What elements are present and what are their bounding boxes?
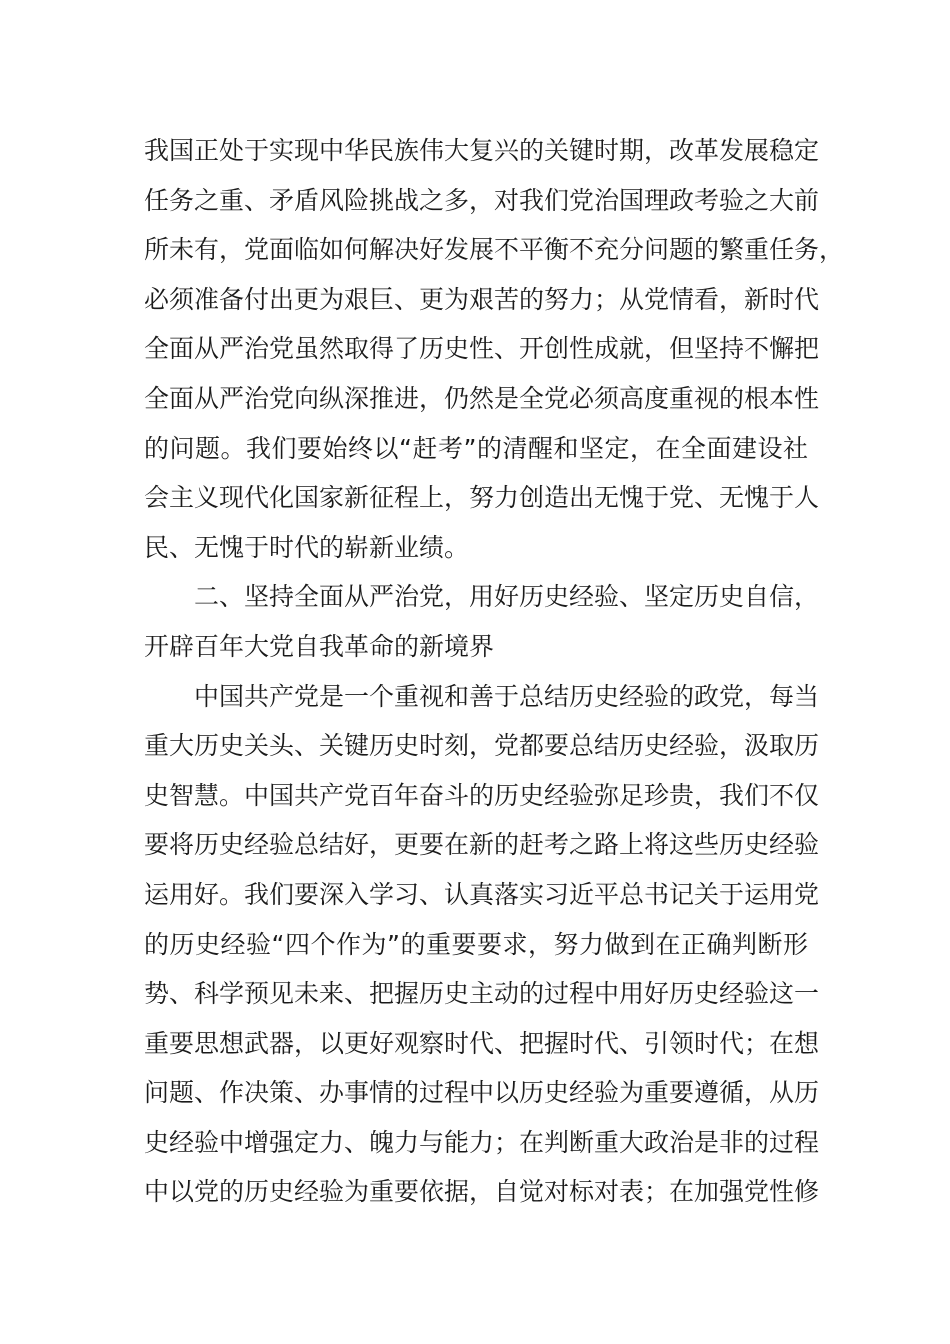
text-line: 史智慧。中国共产党百年奋斗的历史经验弥足珍贵，我们不仅 [144,780,820,810]
text-line: 要将历史经验总结好，更要在新的赶考之路上将这些历史经验 [144,830,820,860]
text-line: 会主义现代化国家新征程上，努力创造出无愧于党、无愧于人 [144,483,820,513]
text-line: 全面从严治党向纵深推进，仍然是全党必须高度重视的根本性 [144,383,820,413]
text-line: 任务之重、矛盾风险挑战之多，对我们党治国理政考验之大前 [144,185,820,215]
text-line: 民、无愧于时代的崭新业绩。 [144,532,470,562]
text-line: 史经验中增强定力、魄力与能力；在判断重大政治是非的过程 [144,1127,820,1157]
section-heading-line: 二、坚持全面从严治党，用好历史经验、坚定历史自信， [194,582,820,612]
text-line: 问题、作决策、办事情的过程中以历史经验为重要遵循，从历 [144,1078,820,1108]
text-line: 运用好。我们要深入学习、认真落实习近平总书记关于运用党 [144,879,820,909]
text-line: 必须准备付出更为艰巨、更为艰苦的努力；从党情看，新时代 [144,284,820,314]
text-line: 势、科学预见未来、把握历史主动的过程中用好历史经验这一 [144,979,820,1009]
text-line: 重大历史关头、关键历史时刻，党都要总结历史经验，汲取历 [144,731,820,761]
text-line: 中国共产党是一个重视和善于总结历史经验的政党，每当 [194,681,820,711]
text-line: 的历史经验“四个作为”的重要要求，努力做到在正确判断形 [144,929,808,959]
text-line: 的问题。我们要始终以“赶考”的清醒和坚定，在全面建设社 [144,433,808,463]
text-line: 重要思想武器，以更好观察时代、把握时代、引领时代；在想 [144,1028,820,1058]
section-heading-line: 开辟百年大党自我革命的新境界 [144,631,495,661]
text-line: 我国正处于实现中华民族伟大复兴的关键时期，改革发展稳定 [144,136,820,165]
text-line: 全面从严治党虽然取得了历史性、开创性成就，但坚持不懈把 [144,334,820,364]
body-text [144,126,845,1217]
text-line: 中以党的历史经验为重要依据，自觉对标对表；在加强党性修 [144,1177,820,1207]
text-line: 所未有，党面临如何解决好发展不平衡不充分问题的繁重任务， [144,235,845,265]
